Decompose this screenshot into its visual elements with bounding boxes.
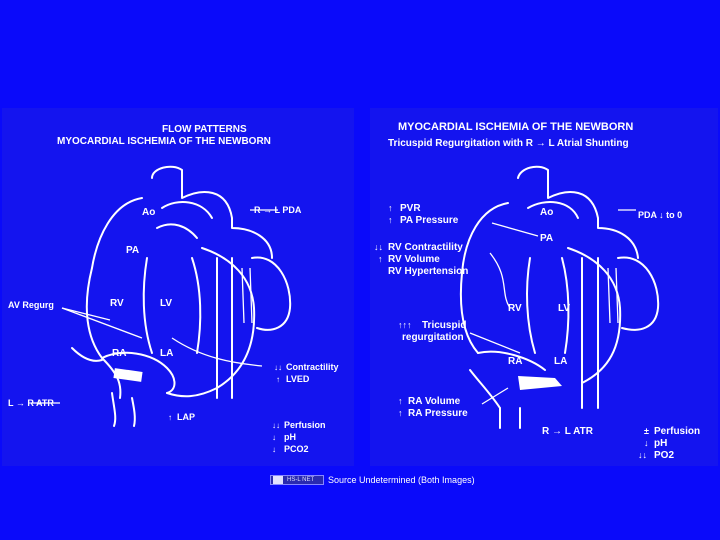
label-ao: Ao bbox=[142, 207, 156, 218]
descending-aorta bbox=[217, 258, 232, 398]
arrow-rv-contractility bbox=[490, 253, 510, 308]
label-r-l-atr: R → L ATR bbox=[542, 426, 593, 437]
arrow-symbol-rv-volume: ↑ bbox=[378, 254, 383, 264]
right-title-line2: Tricuspid Regurgitation with R → L Atrial Shunting bbox=[388, 138, 629, 149]
label-pa-pressure: PA Pressure bbox=[400, 215, 459, 226]
left-title-line2: MYOCARDIAL ISCHEMIA OF THE NEWBORN bbox=[57, 136, 271, 147]
label-ra-volume: RA Volume bbox=[408, 396, 461, 407]
label-la: LA bbox=[160, 348, 174, 359]
label-la: LA bbox=[554, 356, 568, 367]
septum bbox=[144, 258, 152, 353]
arrow-tricuspid bbox=[470, 333, 520, 353]
ivc bbox=[500, 408, 520, 428]
label-perfusion: Perfusion bbox=[284, 420, 326, 430]
label-ra: RA bbox=[112, 348, 127, 359]
arrow-symbols-lved: ↑ bbox=[276, 375, 280, 384]
arrow-symbols-perfusion: ↓↓ bbox=[272, 421, 280, 430]
logo-text: HS-L NET bbox=[287, 477, 315, 483]
arrow-symbols-contractility: ↓↓ bbox=[274, 363, 282, 372]
heart-outline-right bbox=[568, 248, 620, 383]
arrow-av-regurg-2 bbox=[62, 308, 142, 338]
label-lap: LAP bbox=[177, 412, 195, 422]
aorta-arch bbox=[518, 167, 638, 258]
label-pa: PA bbox=[540, 233, 554, 244]
arrow-symbols-ph: ↓ bbox=[272, 433, 276, 442]
label-rv: RV bbox=[508, 303, 522, 314]
descending-aorta bbox=[582, 258, 598, 408]
shunt-arrow-block bbox=[518, 376, 562, 390]
arrow-symbol-pvr: ↑ bbox=[388, 203, 393, 213]
left-title-line1: FLOW PATTERNS bbox=[162, 124, 247, 135]
label-ra-pressure: RA Pressure bbox=[408, 408, 468, 419]
left-heart-diagram bbox=[2, 108, 354, 466]
label-ao: Ao bbox=[540, 207, 554, 218]
label-r-l-pda: R → L PDA bbox=[254, 205, 302, 215]
arrow-symbol-perfusion: ± bbox=[644, 426, 649, 436]
label-rv: RV bbox=[110, 298, 124, 309]
arrow-symbol-ph: ↓ bbox=[644, 438, 649, 448]
label-lv: LV bbox=[558, 303, 571, 314]
pda-curve bbox=[162, 202, 212, 218]
label-ph: pH bbox=[654, 438, 668, 449]
arrow-symbol-rv-contractility: ↓↓ bbox=[374, 242, 383, 252]
label-rv-contractility: RV Contractility bbox=[388, 242, 463, 253]
hs-logo-icon bbox=[270, 475, 324, 485]
lung-lobe bbox=[618, 257, 658, 329]
pa-curve bbox=[157, 224, 197, 238]
label-contractility: Contractility bbox=[286, 362, 339, 372]
arrow-symbol-tricuspid: ↑↑↑ bbox=[398, 320, 412, 330]
label-rv-volume: RV Volume bbox=[388, 254, 440, 265]
lung-lobe bbox=[252, 257, 290, 329]
label-pvr: PVR bbox=[400, 203, 421, 214]
label-pco2: PCO2 bbox=[284, 444, 309, 454]
right-heart-diagram bbox=[370, 108, 718, 466]
septum bbox=[527, 258, 535, 353]
label-av-regurg: AV Regurg bbox=[8, 300, 54, 310]
label-pda: PDA ↓ to 0 bbox=[638, 210, 683, 220]
source-caption: Source Undetermined (Both Images) bbox=[328, 475, 475, 485]
arrow-symbol-po2: ↓↓ bbox=[638, 450, 647, 460]
label-perfusion: Perfusion bbox=[654, 426, 701, 437]
label-l-r-atr: L → R ATR bbox=[8, 398, 54, 408]
label-lved: LVED bbox=[286, 374, 310, 384]
arrow-symbol-pa-pressure: ↑ bbox=[388, 215, 393, 225]
left-diagram-panel bbox=[2, 108, 354, 466]
arrow-symbols-pco2: ↓ bbox=[272, 445, 276, 454]
arrow-symbol-ra-pressure: ↑ bbox=[398, 408, 403, 418]
heart-outline-right bbox=[167, 248, 254, 396]
ivc-left bbox=[112, 393, 115, 426]
arrow-pvr bbox=[492, 223, 538, 236]
label-rv-hypertension: RV Hypertension bbox=[388, 266, 469, 277]
arrow-symbols-lap: ↑ bbox=[168, 413, 172, 422]
label-ph: pH bbox=[284, 432, 296, 442]
label-ra: RA bbox=[508, 356, 523, 367]
label-po2: PO2 bbox=[654, 450, 675, 461]
source-footer bbox=[270, 474, 475, 486]
label-lv: LV bbox=[160, 298, 173, 309]
label-tricuspid: Tricuspid bbox=[422, 320, 467, 331]
label-regurgitation: regurgitation bbox=[402, 332, 464, 343]
label-pa: PA bbox=[126, 245, 140, 256]
right-diagram-panel bbox=[370, 108, 718, 466]
arrow-symbol-ra-volume: ↑ bbox=[398, 396, 403, 406]
logo-chip bbox=[273, 476, 283, 484]
ivc-right bbox=[132, 398, 135, 426]
lv-wall bbox=[192, 258, 200, 353]
right-title-line1: MYOCARDIAL ISCHEMIA OF THE NEWBORN bbox=[398, 121, 634, 133]
